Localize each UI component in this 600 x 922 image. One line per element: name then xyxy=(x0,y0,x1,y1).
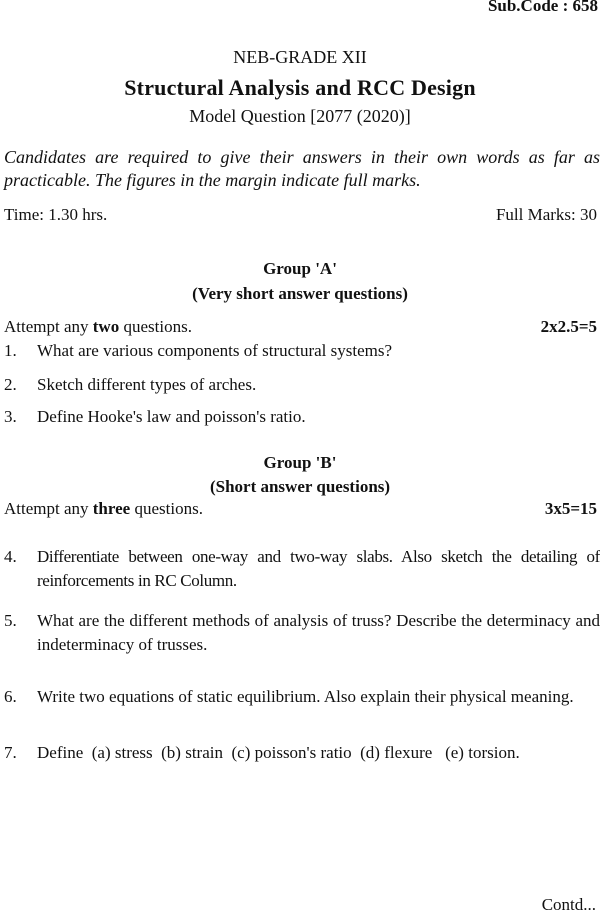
group-a-title: Group 'A' xyxy=(263,259,337,278)
group-b-title: Group 'B' xyxy=(263,453,337,472)
full-marks: Full Marks: 30 xyxy=(495,205,597,224)
question-number: 2. xyxy=(4,375,17,394)
question-item xyxy=(4,741,600,765)
group-a-marks: 2x2.5=5 xyxy=(540,317,597,336)
question-text: Define Hooke's law and poisson's ratio. xyxy=(37,407,306,426)
question-text: What are various components of structural systems? xyxy=(37,341,393,360)
question-item xyxy=(4,339,600,363)
question-text: Define (a) stress (b) strain (c) poisson's ratio (d) flexure (e) torsion. xyxy=(37,743,520,762)
question-text: Differentiate between one-way and two-way slabs. Also sketch the detailing of reinforcements in RC Column. xyxy=(37,547,600,590)
question-text: Write two equations of static equilibrium. Also explain their physical meaning. xyxy=(37,687,574,706)
question-text: What are the different methods of analysis of truss? Describe the determinacy and indeterminacy of trusses. xyxy=(37,611,600,654)
model-question-label: Model Question [2077 (2020)] xyxy=(189,106,411,126)
question-item xyxy=(4,373,600,397)
instructions: Candidates are required to give their answers in their own words as far as practicable. The figures in the margin indicate full marks. xyxy=(4,147,600,190)
question-number: 4. xyxy=(4,547,17,566)
subject-title: Structural Analysis and RCC Design xyxy=(124,75,476,100)
question-item xyxy=(4,609,600,657)
attempt-suffix: questions. xyxy=(119,317,192,336)
subject-code: Sub.Code : 658 xyxy=(487,0,598,15)
group-b-marks: 3x5=15 xyxy=(544,499,597,518)
group-b-subtitle: (Short answer questions) xyxy=(209,477,391,496)
group-a-attempt-instruction xyxy=(4,317,192,337)
question-number: 5. xyxy=(4,611,17,630)
question-number: 1. xyxy=(4,341,17,360)
attempt-prefix: Attempt any xyxy=(4,499,93,518)
question-number: 7. xyxy=(4,743,17,762)
question-item xyxy=(4,685,600,709)
time-allowed: Time: 1.30 hrs. xyxy=(4,205,108,224)
question-number: 6. xyxy=(4,687,17,706)
continued-footer: Contd... xyxy=(541,895,596,914)
group-b-attempt-instruction xyxy=(4,499,203,519)
question-text: Sketch different types of arches. xyxy=(37,375,257,394)
attempt-prefix: Attempt any xyxy=(4,317,93,336)
group-a-subtitle: (Very short answer questions) xyxy=(192,284,408,303)
question-item xyxy=(4,545,600,593)
question-item xyxy=(4,405,600,429)
question-number: 3. xyxy=(4,407,17,426)
attempt-suffix: questions. xyxy=(130,499,203,518)
grade-heading: NEB-GRADE XII xyxy=(233,47,367,67)
attempt-count: two xyxy=(92,317,120,336)
attempt-count: three xyxy=(92,499,131,518)
